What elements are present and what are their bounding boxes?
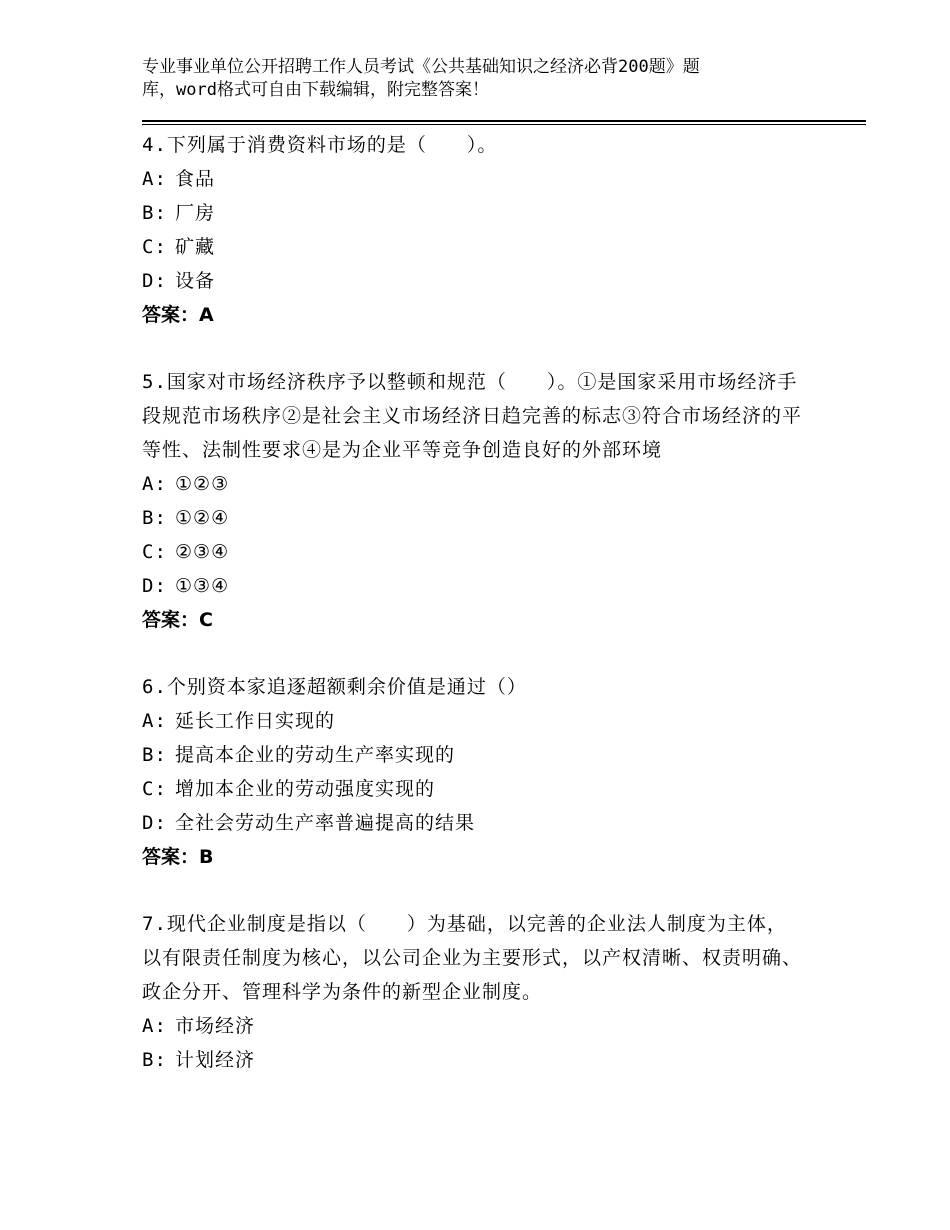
question-stem: 7.现代企业制度是指以（ ）为基础，以完善的企业法人制度为主体，以有限责任制度为核心，以公司企业为主要形式，以产权清晰、权责明确、政企分开、管理科学为条件的新型企业制度。 <box>142 913 803 1003</box>
option-letter: B: <box>142 1049 167 1071</box>
option-letter: D: <box>142 575 167 597</box>
option-letter: C: <box>142 778 167 800</box>
option-letter: D: <box>142 812 167 834</box>
header-line-1: 专业事业单位公开招聘工作人员考试《公共基础知识之经济必背200题》题 <box>142 57 700 77</box>
answer-line: 答案：C <box>142 609 213 631</box>
option-b <box>142 738 802 772</box>
option-letter: A: <box>142 710 167 732</box>
option-a <box>142 467 802 501</box>
option-text: 市场经济 <box>175 1015 256 1037</box>
option-text: 食品 <box>175 168 216 190</box>
option-text: 矿藏 <box>175 236 216 258</box>
option-letter: B: <box>142 744 167 766</box>
option-letter: C: <box>142 541 167 563</box>
question-5 <box>142 365 802 637</box>
header-rule-thin <box>142 124 866 125</box>
question-7 <box>142 907 802 1077</box>
option-letter: D: <box>142 270 167 292</box>
option-text: ②③④ <box>175 541 230 563</box>
option-text: 延长工作日实现的 <box>175 710 336 732</box>
option-text: 全社会劳动生产率普遍提高的结果 <box>175 812 476 834</box>
question-6 <box>142 670 802 874</box>
document-header <box>142 56 782 102</box>
option-letter: B: <box>142 507 167 529</box>
header-rule-thick <box>142 120 866 122</box>
question-stem: 6.个别资本家追逐超额剩余价值是通过（） <box>142 676 527 698</box>
option-letter: A: <box>142 168 167 190</box>
option-d <box>142 569 802 603</box>
option-text: 厂房 <box>175 202 216 224</box>
option-a <box>142 1009 802 1043</box>
option-c <box>142 772 802 806</box>
header-line-2: 库，word格式可自由下载编辑，附完整答案！ <box>142 80 489 100</box>
option-text: 计划经济 <box>175 1049 256 1071</box>
option-text: ①②④ <box>175 507 230 529</box>
option-a <box>142 162 802 196</box>
option-c <box>142 535 802 569</box>
option-b <box>142 196 802 230</box>
question-stem: 4.下列属于消费资料市场的是（ ）。 <box>142 134 498 156</box>
option-c <box>142 230 802 264</box>
option-text: ①③④ <box>175 575 230 597</box>
option-text: 设备 <box>175 270 216 292</box>
answer-line: 答案：A <box>142 304 214 326</box>
question-list <box>142 128 802 1110</box>
answer-line: 答案：B <box>142 846 214 868</box>
option-text: 增加本企业的劳动强度实现的 <box>175 778 436 800</box>
option-text: ①②③ <box>175 473 230 495</box>
option-letter: A: <box>142 473 167 495</box>
option-text: 提高本企业的劳动生产率实现的 <box>175 744 456 766</box>
option-letter: B: <box>142 202 167 224</box>
option-letter: A: <box>142 1015 167 1037</box>
option-d <box>142 264 802 298</box>
question-4 <box>142 128 802 332</box>
option-letter: C: <box>142 236 167 258</box>
option-d <box>142 806 802 840</box>
option-b <box>142 501 802 535</box>
option-b <box>142 1043 802 1077</box>
question-stem: 5.国家对市场经济秩序予以整顿和规范（ ）。①是国家采用市场经济手段规范市场秩序②是社会主义市场经济日趋完善的标志③符合市场经济的平等性、法制性要求④是为企业平等竞争创造良好的外部环境 <box>142 371 803 461</box>
option-a <box>142 704 802 738</box>
